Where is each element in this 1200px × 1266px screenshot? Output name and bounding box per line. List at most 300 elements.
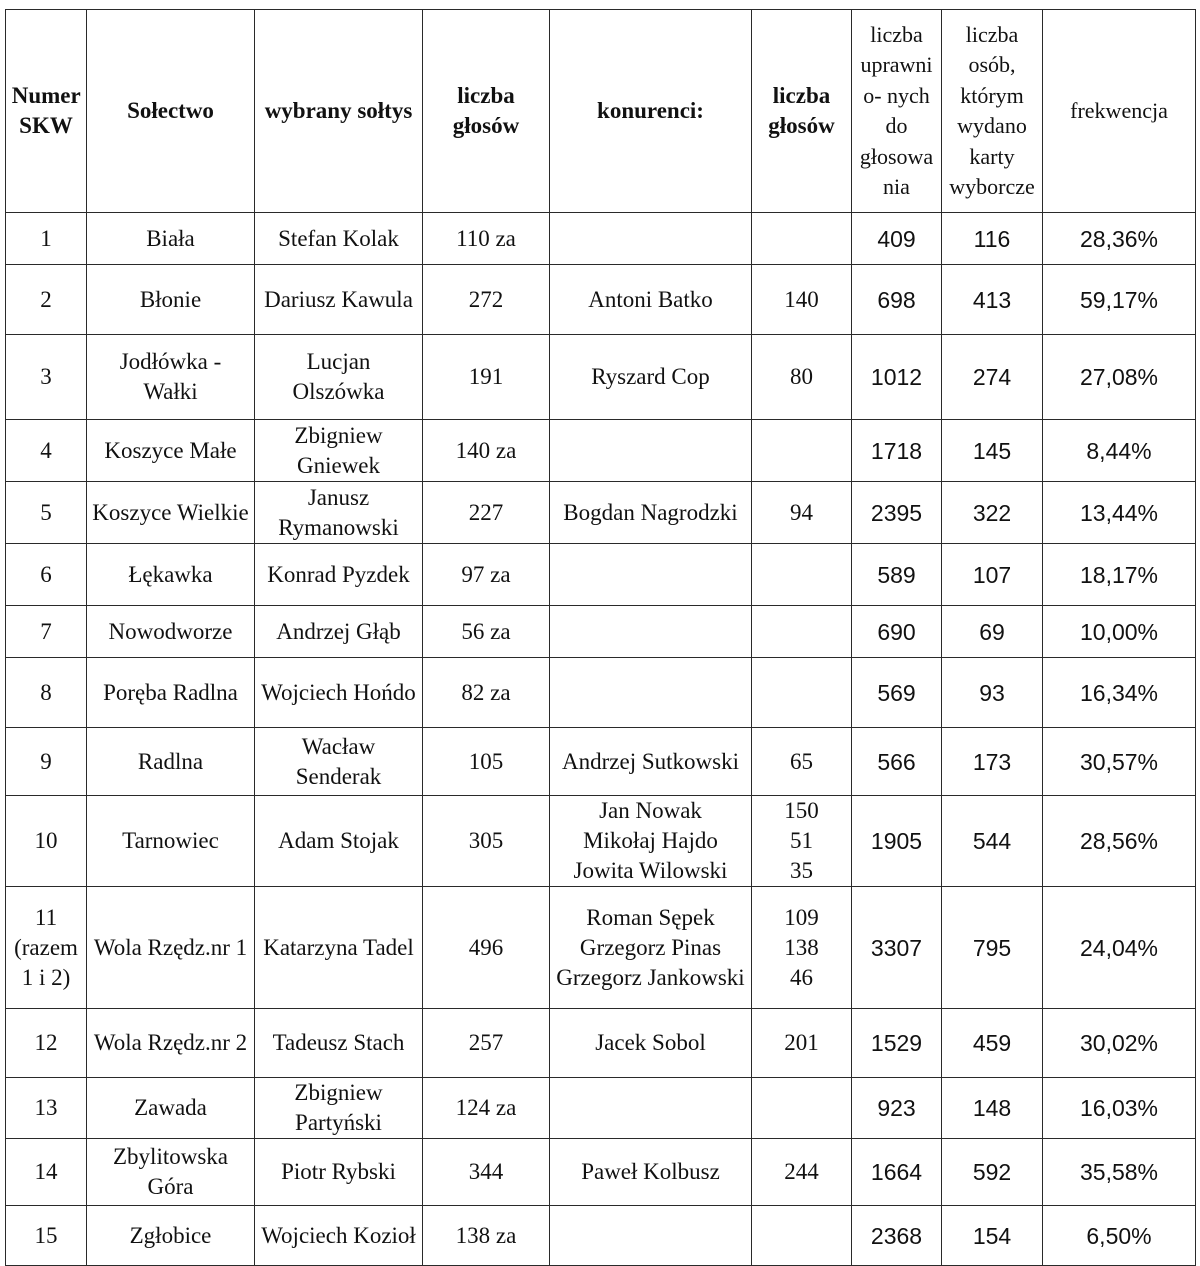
cell-eligible-voters — [852, 796, 942, 887]
cell-skw-number-line: 15 — [34, 1222, 58, 1248]
cell-skw-number — [6, 796, 87, 887]
cell-ballots-issued — [942, 887, 1043, 1009]
cell-eligible-voters — [852, 335, 942, 420]
cell-competitor-votes — [752, 482, 852, 544]
cell-eligible-voters-value: 698 — [877, 286, 916, 313]
cell-solectwo — [87, 265, 255, 335]
header-eligible-voters: liczba uprawni o- nych do głosowa nia — [852, 10, 942, 213]
cell-competitor-votes — [752, 1139, 852, 1206]
cell-competitors — [550, 1139, 752, 1206]
cell-eligible-voters-value: 1529 — [870, 1030, 923, 1056]
cell-ballots-issued — [942, 335, 1043, 420]
cell-ballots-issued-value: 322 — [972, 499, 1012, 526]
cell-turnout — [1043, 606, 1196, 658]
cell-elected-soltys — [255, 420, 423, 482]
cell-ballots-issued-value: 274 — [972, 364, 1012, 390]
cell-eligible-voters-value: 2395 — [870, 499, 923, 526]
header-row — [6, 10, 1196, 213]
cell-competitor-votes — [752, 335, 852, 420]
cell-solectwo-line: Góra — [147, 1174, 194, 1199]
cell-votes-value: 97 za — [461, 561, 511, 587]
cell-votes — [423, 1206, 550, 1266]
cell-eligible-voters — [852, 482, 942, 544]
cell-eligible-voters-value: 566 — [877, 748, 916, 775]
cell-votes — [423, 213, 550, 265]
cell-competitors-line: Ryszard Cop — [591, 364, 710, 389]
cell-competitors — [550, 1206, 752, 1266]
cell-competitor-votes-line: 46 — [790, 964, 813, 990]
cell-votes — [423, 728, 550, 796]
cell-eligible-voters — [852, 1078, 942, 1139]
cell-elected-soltys-line: Stefan Kolak — [278, 225, 399, 251]
cell-ballots-issued-value: 69 — [979, 618, 1005, 645]
cell-competitor-votes — [752, 796, 852, 887]
cell-skw-number — [6, 728, 87, 796]
cell-skw-number-line: 8 — [40, 679, 52, 705]
cell-eligible-voters — [852, 420, 942, 482]
cell-competitor-votes — [752, 728, 852, 796]
table-row — [6, 1206, 1196, 1266]
cell-ballots-issued — [942, 482, 1043, 544]
cell-competitors — [550, 420, 752, 482]
cell-solectwo-line: Wola Rzędz.nr 2 — [93, 1030, 248, 1055]
cell-skw-number — [6, 887, 87, 1009]
cell-ballots-issued-value: 145 — [972, 437, 1012, 464]
cell-competitor-votes-line: 51 — [790, 828, 813, 853]
table-row — [6, 420, 1196, 482]
cell-ballots-issued-value: 795 — [972, 934, 1012, 961]
cell-elected-soltys-line: Rymanowski — [278, 514, 399, 540]
cell-solectwo-line: Radlna — [137, 748, 204, 774]
cell-eligible-voters-value: 1664 — [870, 1159, 923, 1185]
cell-eligible-voters — [852, 213, 942, 265]
cell-votes — [423, 420, 550, 482]
cell-votes-value: 191 — [468, 364, 504, 389]
cell-competitor-votes — [752, 1206, 852, 1266]
cell-ballots-issued-value: 544 — [972, 828, 1012, 854]
table-row — [6, 265, 1196, 335]
table-row — [6, 1078, 1196, 1139]
cell-elected-soltys-line: Dariusz Kawula — [264, 286, 413, 312]
cell-solectwo-line: Koszyce Małe — [104, 437, 237, 463]
table-row — [6, 335, 1196, 420]
cell-skw-number-line: 1 i 2) — [21, 964, 71, 990]
cell-competitor-votes-line: 150 — [784, 798, 819, 823]
cell-elected-soltys — [255, 482, 423, 544]
cell-competitors — [550, 482, 752, 544]
table-row — [6, 482, 1196, 544]
cell-skw-number — [6, 606, 87, 658]
cell-eligible-voters-value: 1905 — [870, 828, 923, 854]
cell-elected-soltys-line: Wojciech Kozioł — [261, 1222, 416, 1248]
cell-votes-value: 272 — [468, 286, 504, 312]
cell-votes-value: 257 — [468, 1030, 504, 1055]
header-votes: liczba głosów — [423, 10, 550, 213]
cell-competitor-votes — [752, 420, 852, 482]
cell-elected-soltys — [255, 658, 423, 728]
cell-competitors-line: Jacek Sobol — [595, 1030, 706, 1055]
cell-ballots-issued — [942, 544, 1043, 606]
cell-votes — [423, 1139, 550, 1206]
cell-solectwo-line: Tarnowiec — [122, 828, 219, 853]
cell-votes — [423, 335, 550, 420]
cell-turnout-value: 16,03% — [1079, 1095, 1158, 1121]
cell-elected-soltys-line: Zbigniew — [294, 422, 383, 448]
cell-turnout — [1043, 1139, 1196, 1206]
cell-competitors — [550, 1078, 752, 1139]
cell-skw-number-line: 13 — [34, 1095, 58, 1120]
cell-competitor-votes — [752, 213, 852, 265]
cell-turnout-value: 28,36% — [1079, 225, 1158, 252]
cell-competitors — [550, 544, 752, 606]
cell-solectwo — [87, 213, 255, 265]
table-body — [6, 213, 1196, 1266]
cell-solectwo — [87, 658, 255, 728]
cell-eligible-voters-value: 1718 — [870, 437, 923, 464]
cell-competitors — [550, 606, 752, 658]
cell-solectwo-line: Wałki — [143, 379, 198, 404]
cell-elected-soltys-line: Andrzej Głąb — [276, 618, 401, 644]
cell-votes-value: 138 za — [455, 1222, 517, 1248]
cell-solectwo — [87, 606, 255, 658]
cell-votes — [423, 887, 550, 1009]
cell-turnout — [1043, 1206, 1196, 1266]
cell-votes-value: 496 — [468, 934, 504, 960]
cell-competitor-votes-line: 109 — [784, 904, 819, 930]
cell-competitor-votes — [752, 887, 852, 1009]
cell-skw-number — [6, 658, 87, 728]
cell-skw-number-line: 5 — [40, 499, 52, 525]
cell-turnout-value: 30,02% — [1079, 1030, 1158, 1056]
cell-elected-soltys — [255, 1206, 423, 1266]
cell-turnout-value: 16,34% — [1079, 679, 1158, 706]
cell-ballots-issued — [942, 658, 1043, 728]
cell-ballots-issued — [942, 728, 1043, 796]
table-row — [6, 728, 1196, 796]
cell-competitors — [550, 728, 752, 796]
cell-elected-soltys-line: Wojciech Hońdo — [261, 679, 416, 705]
cell-elected-soltys-line: Adam Stojak — [278, 828, 399, 853]
header-competitors: konurenci: — [550, 10, 752, 213]
cell-eligible-voters-value: 1012 — [870, 364, 923, 390]
table-row — [6, 1009, 1196, 1078]
cell-votes — [423, 265, 550, 335]
cell-solectwo — [87, 1078, 255, 1139]
cell-turnout — [1043, 1078, 1196, 1139]
cell-solectwo-line: Jodłówka - — [119, 349, 222, 374]
cell-turnout — [1043, 335, 1196, 420]
cell-turnout — [1043, 213, 1196, 265]
cell-skw-number-line: 3 — [40, 364, 52, 389]
cell-ballots-issued — [942, 213, 1043, 265]
cell-turnout-value: 10,00% — [1079, 618, 1158, 645]
cell-eligible-voters — [852, 544, 942, 606]
cell-ballots-issued-value: 93 — [979, 679, 1005, 706]
cell-elected-soltys-line: Tadeusz Stach — [272, 1030, 405, 1055]
cell-competitor-votes — [752, 544, 852, 606]
cell-eligible-voters-value: 569 — [877, 679, 916, 706]
header-turnout: frekwencja — [1043, 10, 1196, 213]
cell-votes-value: 105 — [468, 748, 504, 774]
cell-eligible-voters-value: 589 — [877, 561, 916, 588]
cell-solectwo — [87, 1139, 255, 1206]
cell-skw-number — [6, 1078, 87, 1139]
cell-skw-number-line: 4 — [40, 437, 52, 463]
cell-ballots-issued — [942, 796, 1043, 887]
cell-eligible-voters-value: 2368 — [870, 1222, 923, 1249]
cell-eligible-voters — [852, 1206, 942, 1266]
cell-eligible-voters — [852, 728, 942, 796]
cell-turnout-value: 24,04% — [1079, 934, 1158, 961]
cell-competitor-votes-line: 80 — [790, 364, 813, 389]
cell-elected-soltys — [255, 213, 423, 265]
table-row — [6, 606, 1196, 658]
cell-ballots-issued-value: 413 — [972, 286, 1012, 313]
cell-ballots-issued-value: 107 — [972, 561, 1012, 588]
header-skw-number: Numer SKW — [6, 10, 87, 213]
cell-elected-soltys-line: Gniewek — [296, 452, 381, 478]
cell-elected-soltys — [255, 1078, 423, 1139]
cell-solectwo — [87, 1009, 255, 1078]
cell-competitor-votes — [752, 265, 852, 335]
cell-competitors — [550, 887, 752, 1009]
cell-solectwo — [87, 728, 255, 796]
cell-elected-soltys-line: Piotr Rybski — [281, 1159, 396, 1184]
cell-turnout-value: 30,57% — [1079, 748, 1158, 775]
cell-turnout — [1043, 658, 1196, 728]
cell-elected-soltys-line: Lucjan — [306, 349, 371, 374]
cell-solectwo — [87, 544, 255, 606]
cell-competitors-line: Andrzej Sutkowski — [562, 748, 739, 774]
cell-votes — [423, 658, 550, 728]
cell-votes — [423, 1009, 550, 1078]
cell-solectwo — [87, 335, 255, 420]
cell-competitor-votes-line: 65 — [790, 748, 813, 774]
cell-competitors-line: Antoni Batko — [588, 286, 713, 312]
table-row — [6, 213, 1196, 265]
header-solectwo: Sołectwo — [87, 10, 255, 213]
cell-competitors-line: Paweł Kolbusz — [581, 1159, 720, 1184]
cell-elected-soltys-line: Olszówka — [292, 379, 385, 404]
cell-competitor-votes — [752, 606, 852, 658]
cell-eligible-voters-value: 923 — [877, 1095, 916, 1121]
cell-solectwo — [87, 482, 255, 544]
cell-skw-number-line: 9 — [40, 748, 52, 774]
header-ballots-issued: liczba osób, którym wydano karty wyborcze — [942, 10, 1043, 213]
cell-elected-soltys — [255, 796, 423, 887]
cell-elected-soltys-line: Wacław — [301, 733, 376, 759]
cell-votes-value: 344 — [468, 1159, 504, 1184]
cell-turnout-value: 59,17% — [1079, 286, 1158, 313]
cell-solectwo-line: Wola Rzędz.nr 1 — [93, 934, 248, 960]
cell-ballots-issued — [942, 1078, 1043, 1139]
cell-solectwo-line: Zawada — [134, 1095, 207, 1120]
cell-votes-value: 140 za — [455, 437, 517, 463]
cell-skw-number — [6, 1206, 87, 1266]
cell-turnout-value: 18,17% — [1079, 561, 1158, 588]
cell-competitor-votes — [752, 658, 852, 728]
cell-eligible-voters — [852, 658, 942, 728]
cell-competitors-line: Roman Sępek — [586, 904, 715, 930]
cell-solectwo — [87, 420, 255, 482]
header-competitor-votes: liczba głosów — [752, 10, 852, 213]
cell-turnout — [1043, 1009, 1196, 1078]
cell-solectwo-line: Nowodworze — [108, 618, 233, 644]
cell-competitors-line: Grzegorz Jankowski — [556, 964, 745, 990]
cell-elected-soltys-line: Janusz — [307, 484, 370, 510]
cell-votes-value: 56 za — [461, 618, 511, 644]
cell-elected-soltys-line: Katarzyna Tadel — [263, 934, 414, 960]
cell-competitors-line: Bogdan Nagrodzki — [563, 499, 738, 525]
cell-competitors — [550, 335, 752, 420]
cell-competitor-votes — [752, 1078, 852, 1139]
cell-eligible-voters — [852, 1139, 942, 1206]
cell-ballots-issued-value: 173 — [972, 748, 1012, 775]
cell-ballots-issued-value: 148 — [972, 1095, 1012, 1121]
cell-ballots-issued — [942, 1139, 1043, 1206]
table-row — [6, 544, 1196, 606]
cell-ballots-issued — [942, 606, 1043, 658]
cell-votes — [423, 482, 550, 544]
cell-eligible-voters — [852, 1009, 942, 1078]
table-row — [6, 887, 1196, 1009]
cell-competitors — [550, 265, 752, 335]
cell-eligible-voters — [852, 606, 942, 658]
cell-ballots-issued-value: 592 — [972, 1159, 1012, 1185]
cell-skw-number-line: 11 — [34, 904, 58, 930]
cell-competitors-line: Jan Nowak — [599, 798, 702, 823]
cell-turnout-value: 35,58% — [1079, 1159, 1158, 1185]
cell-elected-soltys — [255, 544, 423, 606]
cell-elected-soltys — [255, 1009, 423, 1078]
cell-votes-value: 227 — [468, 499, 504, 525]
cell-elected-soltys-line: Senderak — [295, 763, 382, 789]
cell-elected-soltys — [255, 335, 423, 420]
cell-solectwo — [87, 887, 255, 1009]
cell-elected-soltys — [255, 887, 423, 1009]
cell-solectwo-line: Poręba Radlna — [103, 679, 238, 705]
cell-competitor-votes — [752, 1009, 852, 1078]
cell-turnout — [1043, 482, 1196, 544]
cell-turnout-value: 8,44% — [1086, 437, 1152, 464]
cell-skw-number-line: (razem — [14, 934, 78, 960]
cell-solectwo — [87, 796, 255, 887]
cell-votes-value: 124 za — [455, 1095, 517, 1120]
cell-solectwo-line: Biała — [146, 225, 195, 251]
cell-elected-soltys-line: Partyński — [295, 1110, 382, 1135]
cell-votes — [423, 796, 550, 887]
cell-ballots-issued — [942, 265, 1043, 335]
cell-competitors-line: Mikołaj Hajdo — [583, 828, 718, 853]
cell-skw-number — [6, 213, 87, 265]
cell-votes-value: 82 za — [461, 679, 511, 705]
cell-solectwo — [87, 1206, 255, 1266]
cell-solectwo-line: Zgłobice — [129, 1222, 212, 1248]
cell-skw-number-line: 7 — [40, 618, 52, 644]
cell-ballots-issued — [942, 420, 1043, 482]
cell-competitor-votes-line: 201 — [784, 1030, 819, 1055]
cell-solectwo-line: Koszyce Wielkie — [92, 499, 249, 525]
cell-competitor-votes-line: 35 — [790, 858, 813, 883]
cell-competitors — [550, 213, 752, 265]
cell-turnout — [1043, 420, 1196, 482]
table-row — [6, 1139, 1196, 1206]
cell-elected-soltys-line: Zbigniew — [294, 1080, 383, 1105]
cell-eligible-voters-value: 3307 — [870, 934, 923, 961]
cell-skw-number — [6, 335, 87, 420]
cell-competitors-line: Grzegorz Pinas — [579, 934, 722, 960]
cell-competitors — [550, 658, 752, 728]
cell-turnout-value: 13,44% — [1079, 499, 1158, 526]
cell-competitors — [550, 796, 752, 887]
cell-votes — [423, 606, 550, 658]
cell-competitor-votes-line: 94 — [790, 499, 813, 525]
cell-elected-soltys — [255, 606, 423, 658]
cell-skw-number — [6, 1139, 87, 1206]
cell-skw-number — [6, 1009, 87, 1078]
cell-elected-soltys — [255, 1139, 423, 1206]
cell-skw-number-line: 2 — [40, 286, 52, 312]
cell-competitors — [550, 1009, 752, 1078]
cell-turnout — [1043, 796, 1196, 887]
cell-skw-number — [6, 265, 87, 335]
cell-votes — [423, 1078, 550, 1139]
cell-skw-number-line: 10 — [34, 828, 58, 853]
cell-elected-soltys — [255, 265, 423, 335]
cell-eligible-voters — [852, 887, 942, 1009]
cell-skw-number-line: 6 — [40, 561, 52, 587]
cell-competitor-votes-line: 244 — [784, 1159, 819, 1184]
cell-ballots-issued-value: 154 — [972, 1222, 1012, 1249]
cell-turnout — [1043, 887, 1196, 1009]
header-elected-soltys: wybrany sołtys — [255, 10, 423, 213]
cell-skw-number-line: 12 — [34, 1030, 58, 1055]
cell-votes-value: 305 — [468, 828, 504, 853]
cell-elected-soltys-line: Konrad Pyzdek — [267, 561, 410, 587]
cell-skw-number — [6, 420, 87, 482]
cell-votes — [423, 544, 550, 606]
cell-skw-number — [6, 544, 87, 606]
cell-solectwo-line: Błonie — [139, 286, 202, 312]
cell-solectwo-line: Zbylitowska — [113, 1144, 228, 1169]
cell-competitors-line: Jowita Wilowski — [573, 858, 728, 883]
cell-elected-soltys — [255, 728, 423, 796]
cell-eligible-voters-value: 690 — [877, 618, 916, 645]
cell-turnout — [1043, 728, 1196, 796]
election-results-table — [5, 9, 1196, 1266]
cell-skw-number-line: 14 — [34, 1159, 58, 1184]
cell-ballots-issued-value: 116 — [973, 225, 1011, 252]
cell-eligible-voters-value: 409 — [877, 225, 916, 252]
cell-ballots-issued — [942, 1206, 1043, 1266]
cell-skw-number — [6, 482, 87, 544]
cell-turnout-value: 27,08% — [1079, 364, 1158, 390]
cell-competitor-votes-line: 138 — [784, 934, 819, 960]
table-row — [6, 796, 1196, 887]
cell-eligible-voters — [852, 265, 942, 335]
cell-ballots-issued-value: 459 — [972, 1030, 1012, 1056]
cell-votes-value: 110 za — [456, 225, 516, 251]
cell-competitor-votes-line: 140 — [784, 286, 819, 312]
cell-turnout-value: 6,50% — [1086, 1222, 1152, 1249]
cell-turnout — [1043, 544, 1196, 606]
cell-turnout-value: 28,56% — [1079, 828, 1158, 854]
cell-ballots-issued — [942, 1009, 1043, 1078]
cell-skw-number-line: 1 — [40, 225, 52, 251]
table-row — [6, 658, 1196, 728]
cell-turnout — [1043, 265, 1196, 335]
cell-solectwo-line: Łękawka — [128, 561, 213, 587]
